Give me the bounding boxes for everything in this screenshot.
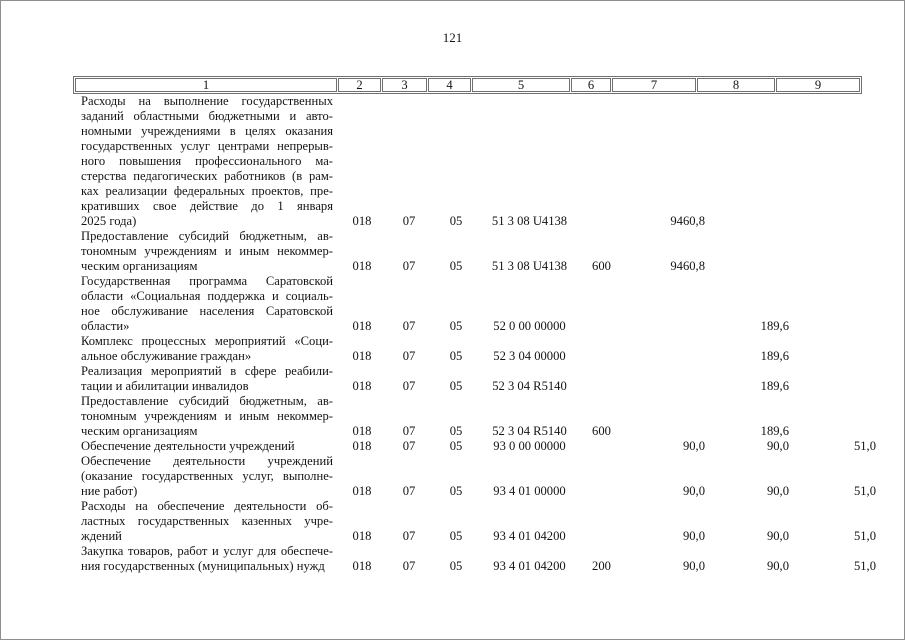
cell-col6 <box>580 499 623 544</box>
header-cell: 4 <box>428 78 471 92</box>
cell-col3: 07 <box>402 379 416 393</box>
cell-col9 <box>791 364 878 394</box>
cell-col8 <box>710 94 791 229</box>
cell-col8: 90,0 <box>766 484 789 498</box>
cell-col7 <box>623 364 710 394</box>
cell-col7: 9460,8 <box>670 214 705 228</box>
cell-col8: 189,6 <box>760 379 789 393</box>
text-line: ластных государственных казенных учре- <box>81 514 333 528</box>
cell-col5: 52 0 00 00000 <box>493 319 566 333</box>
cell-col9: 51,0 <box>853 559 876 573</box>
cell-col7: 9460,8 <box>670 259 705 273</box>
cell-col6 <box>580 439 623 454</box>
cell-col2: 018 <box>352 319 372 333</box>
cell-col7 <box>623 334 710 364</box>
cell-col3: 07 <box>402 484 416 498</box>
text-line: заданий областными бюджетными и авто- <box>81 109 333 123</box>
cell-col3: 07 <box>402 424 416 438</box>
text-line: тономным учреждениям и иным некоммер- <box>81 244 333 258</box>
table-row <box>74 394 878 439</box>
cell-col2: 018 <box>352 439 372 453</box>
table-row <box>74 229 878 274</box>
cell-col8: 90,0 <box>766 559 789 573</box>
cell-col6 <box>580 364 623 394</box>
cell-col4: 05 <box>449 529 463 543</box>
table-row <box>74 274 878 334</box>
cell-col4: 05 <box>449 259 463 273</box>
row-description <box>74 364 339 394</box>
cell-col7: 90,0 <box>682 484 705 498</box>
text-line: области «Социальная поддержка и социаль- <box>81 289 333 303</box>
cell-col7 <box>623 394 710 439</box>
text-line: Закупка товаров, работ и услуг для обеспече- <box>81 544 333 558</box>
cell-col9 <box>791 394 878 439</box>
text-line: ное обслуживание населения Саратовской <box>81 304 333 318</box>
cell-col5: 93 4 01 00000 <box>493 484 566 498</box>
table-row <box>74 364 878 394</box>
text-line: государственных услуг центрами непрерыв- <box>81 139 333 153</box>
header-cell: 1 <box>75 78 337 92</box>
cell-col4: 05 <box>449 484 463 498</box>
header-cell: 5 <box>472 78 570 92</box>
cell-col3: 07 <box>402 349 416 363</box>
cell-col7: 90,0 <box>682 529 705 543</box>
cell-col3: 07 <box>402 529 416 543</box>
cell-col8: 189,6 <box>760 319 789 333</box>
cell-col8: 189,6 <box>760 349 789 363</box>
text-line: ного повышения профессионального ма- <box>81 154 333 168</box>
cell-col6 <box>580 94 623 229</box>
cell-col9 <box>791 274 878 334</box>
text-line: Обеспечение деятельности учреждений <box>81 439 295 453</box>
cell-col4: 05 <box>449 214 463 228</box>
budget-table-body <box>74 94 878 574</box>
text-line: кративших свое действие до 1 января <box>81 199 333 213</box>
cell-col3: 07 <box>402 319 416 333</box>
cell-col5: 52 3 04 R5140 <box>492 424 567 438</box>
text-line: ках реализации федеральных проектов, пре- <box>81 184 333 198</box>
text-line: ние работ) <box>81 484 138 498</box>
cell-col5: 93 4 01 04200 <box>493 559 566 573</box>
row-description <box>74 94 339 229</box>
cell-col9 <box>791 334 878 364</box>
text-line: стерства педагогических работников (в рам- <box>81 169 333 183</box>
cell-col3: 07 <box>402 559 416 573</box>
text-line: альное обслуживание граждан» <box>81 349 252 363</box>
text-line: 2025 года) <box>81 214 137 228</box>
cell-col3: 07 <box>402 214 416 228</box>
cell-col4: 05 <box>449 559 463 573</box>
table-row <box>74 439 878 454</box>
cell-col8: 90,0 <box>766 529 789 543</box>
text-line: Расходы на выполнение государственных <box>81 94 333 108</box>
header-row <box>75 78 860 92</box>
table-row <box>74 499 878 544</box>
header-cell: 3 <box>382 78 427 92</box>
cell-col7 <box>623 274 710 334</box>
header-cell: 9 <box>776 78 860 92</box>
cell-col7: 90,0 <box>682 559 705 573</box>
cell-col6 <box>580 334 623 364</box>
cell-col9: 51,0 <box>853 439 876 453</box>
cell-col2: 018 <box>352 379 372 393</box>
cell-col2: 018 <box>352 559 372 573</box>
row-description <box>74 499 339 544</box>
cell-col6: 600 <box>592 259 611 273</box>
cell-col4: 05 <box>449 439 463 453</box>
cell-col2: 018 <box>352 529 372 543</box>
text-line: ческим организациям <box>81 259 198 273</box>
cell-col2: 018 <box>352 259 372 273</box>
cell-col2: 018 <box>352 484 372 498</box>
header-cell: 8 <box>697 78 775 92</box>
cell-col4: 05 <box>449 424 463 438</box>
cell-col5: 93 0 00 00000 <box>493 439 566 453</box>
cell-col4: 05 <box>449 379 463 393</box>
header-cell: 7 <box>612 78 696 92</box>
cell-col5: 52 3 04 00000 <box>493 349 566 363</box>
row-description <box>74 334 339 364</box>
cell-col6: 600 <box>592 424 611 438</box>
text-line: тономным учреждениям и иным некоммер- <box>81 409 333 423</box>
cell-col7: 90,0 <box>682 439 705 453</box>
row-description <box>74 274 339 334</box>
body-rows <box>74 94 878 574</box>
text-line: Государственная программа Саратовской <box>81 274 333 288</box>
table-row <box>74 334 878 364</box>
cell-col9: 51,0 <box>853 484 876 498</box>
text-line: (оказание государственных услуг, выполне- <box>81 469 333 483</box>
cell-col5: 51 3 08 U4138 <box>491 214 568 228</box>
cell-col5: 52 3 04 R5140 <box>492 379 567 393</box>
cell-col9 <box>791 229 878 274</box>
row-description <box>74 394 339 439</box>
text-line: тации и абилитации инвалидов <box>81 379 249 393</box>
page-number: 121 <box>442 30 463 45</box>
cell-col2: 018 <box>352 424 372 438</box>
row-description <box>74 439 339 454</box>
text-line: Реализация мероприятий в сфере реабили- <box>81 364 333 378</box>
header-cell: 6 <box>571 78 611 92</box>
text-line: ждений <box>81 529 122 543</box>
cell-col8 <box>710 229 791 274</box>
text-line: Предоставление субсидий бюджетным, ав- <box>81 229 333 243</box>
table-row <box>74 94 878 229</box>
row-description <box>74 229 339 274</box>
text-line: ния государственных (муниципальных) нужд <box>81 559 325 573</box>
text-line: Комплекс процессных мероприятий «Соци- <box>81 334 333 348</box>
cell-col8: 90,0 <box>766 439 789 453</box>
cell-col3: 07 <box>402 439 416 453</box>
text-line: Расходы на обеспечение деятельности об- <box>81 499 333 513</box>
row-description <box>74 454 339 499</box>
cell-col4: 05 <box>449 349 463 363</box>
table-row <box>74 454 878 499</box>
header-cell: 2 <box>338 78 381 92</box>
text-line: области» <box>81 319 130 333</box>
cell-col9 <box>791 94 878 229</box>
cell-col5: 51 3 08 U4138 <box>491 259 568 273</box>
text-line: номными учреждениями в целях оказания <box>81 124 333 138</box>
text-line: ческим организациям <box>81 424 198 438</box>
row-description <box>74 544 339 574</box>
cell-col4: 05 <box>449 319 463 333</box>
cell-col2: 018 <box>352 349 372 363</box>
table-header <box>73 76 862 94</box>
table-row <box>74 544 878 574</box>
cell-col6 <box>580 454 623 499</box>
text-line: Предоставление субсидий бюджетным, ав- <box>81 394 333 408</box>
cell-col6 <box>580 274 623 334</box>
cell-col3: 07 <box>402 259 416 273</box>
cell-col5: 93 4 01 04200 <box>493 529 566 543</box>
text-line: Обеспечение деятельности учреждений <box>81 454 333 468</box>
cell-col2: 018 <box>352 214 372 228</box>
cell-col6: 200 <box>592 559 611 573</box>
cell-col8: 189,6 <box>760 424 789 438</box>
cell-col9: 51,0 <box>853 529 876 543</box>
